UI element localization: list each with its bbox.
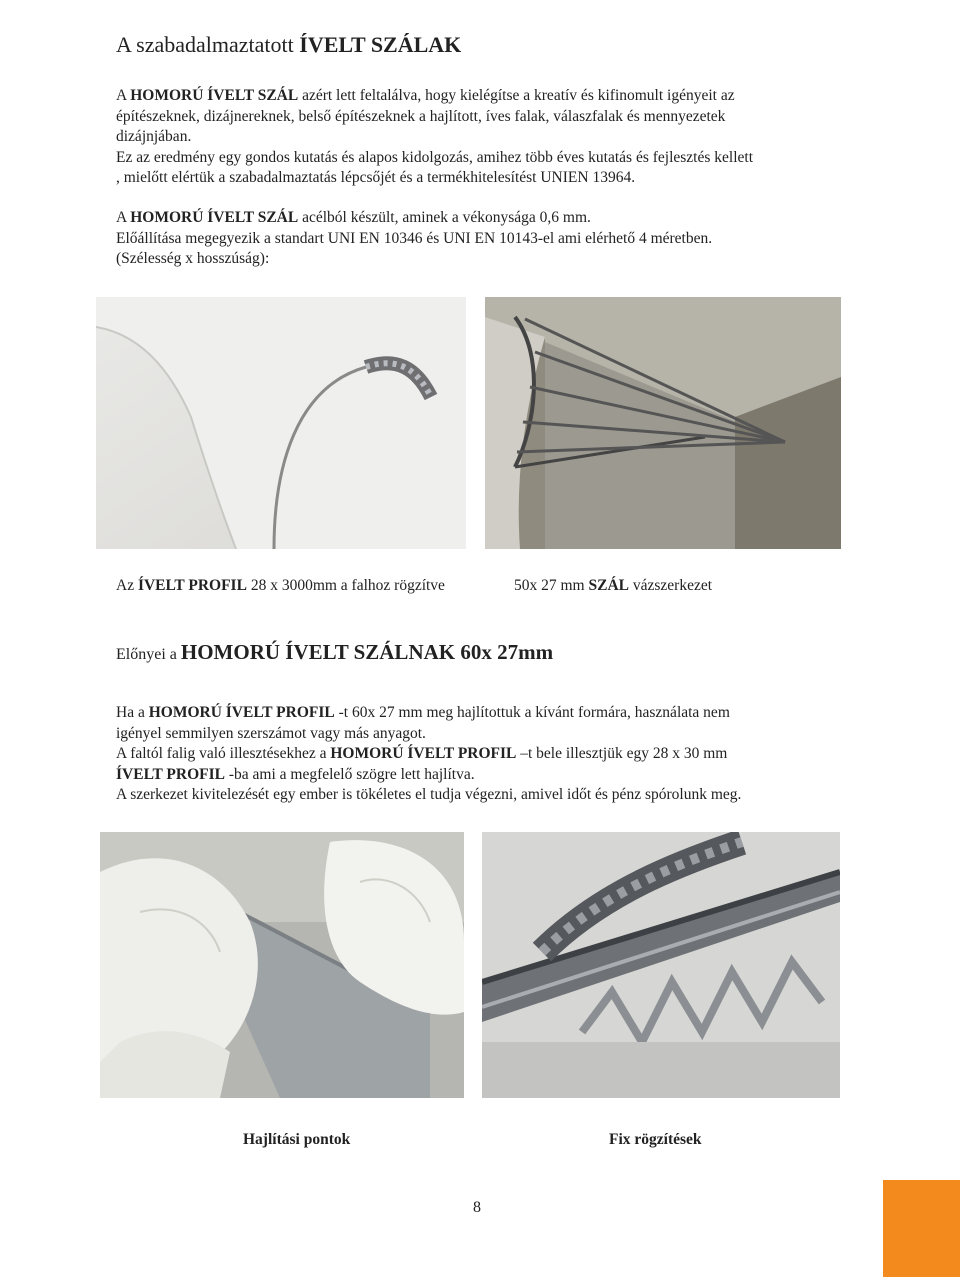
- intro-line-5: , mielőtt elértük a szabadalmaztatás lépcsőjét és a termékhitelesítést UNIEN 13964.: [116, 169, 636, 186]
- usage-line-3: A faltól falig való illesztésekhez a HOMORÚ ÍVELT PROFIL –t bele illesztjük egy 28 x 30 mm: [116, 745, 728, 762]
- usage-paragraph: [116, 703, 836, 806]
- intro-line-2: építészeknek, dizájnereknek, belső építészeknek a hajlított, íves falak, válaszfalak és mennyezetek: [116, 107, 726, 125]
- caption-fixings: Fix rögzítések: [609, 1131, 702, 1148]
- caption-bending-points: Hajlítási pontok: [243, 1131, 351, 1148]
- spec-paragraph: [116, 208, 836, 270]
- intro-paragraph: [116, 86, 836, 189]
- gloved-hands-bending-photo: [100, 832, 464, 1098]
- usage-line-4: ÍVELT PROFIL -ba ami a megfelelő szögre lett hajlítva.: [116, 765, 475, 783]
- caption-frame: 50x 27 mm SZÁL vázszerkezet: [514, 577, 713, 594]
- curved-profile-wall-photo: [96, 297, 466, 549]
- spec-line-3: (Szélesség x hosszúság):: [116, 250, 270, 267]
- advantages-heading: Előnyei a HOMORÚ ÍVELT SZÁLNAK 60x 27mm: [116, 640, 554, 664]
- spec-line-1: A HOMORÚ ÍVELT SZÁL acélból készült, aminek a vékonysága 0,6 mm.: [116, 209, 591, 226]
- caption-wall-profile: Az ÍVELT PROFIL 28 x 3000mm a falhoz rögzítve: [116, 577, 445, 594]
- intro-line-4: Ez az eredmény egy gondos kutatás és alapos kidolgozás, amihez több éves kutatás és fejlesztés kellett: [116, 148, 754, 166]
- orange-accent-block: [883, 1180, 960, 1277]
- fixing-points-photo: [482, 832, 840, 1098]
- page-number: 8: [473, 1199, 481, 1216]
- spec-line-2: Előállítása megegyezik a standart UNI EN 10346 és UNI EN 10143-el ami elérhető 4 méretben.: [116, 229, 713, 247]
- rib-frame-ceiling-photo: [485, 297, 841, 549]
- usage-line-5: A szerkezet kivitelezését egy ember is tökéletes el tudja végezni, amivel időt és pénz spórolunk meg.: [116, 786, 742, 803]
- usage-line-2: igényel semmilyen szerszámot vagy más anyagot.: [116, 724, 426, 742]
- usage-line-1: Ha a HOMORÚ ÍVELT PROFIL -t 60x 27 mm meg hajlítottuk a kívánt formára, használata nem: [116, 704, 730, 721]
- page-title: A szabadalmaztatott ÍVELT SZÁLAK: [116, 32, 462, 57]
- intro-line-1: A HOMORÚ ÍVELT SZÁL azért lett feltalálva, hogy kielégítse a kreatív és kifinomult igényeit az: [116, 87, 735, 104]
- intro-line-3: dizájnjában.: [116, 128, 192, 145]
